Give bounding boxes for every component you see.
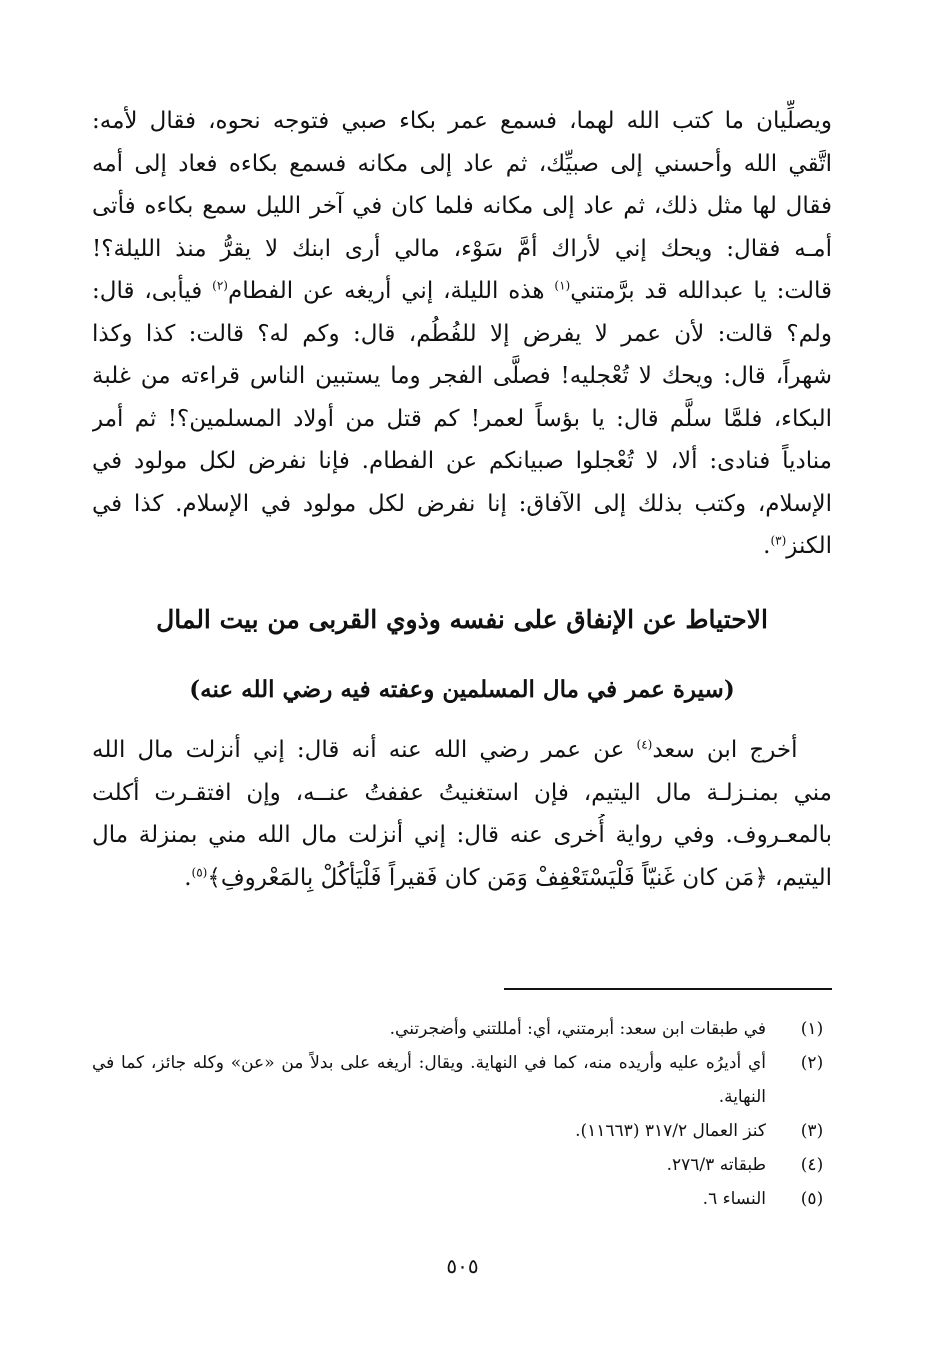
text-line [92, 729, 832, 772]
footnote-number: (٥) [800, 1189, 824, 1209]
footnote-text: النساء ٦. [702, 1189, 766, 1209]
quran-quote: اليتيم، ﴿مَن كان غَنيّاً فَلْيَسْتَعْفِفْ وَمَن كان فَقيراً فَلْيَأكُلْ بِالمَعْروفِ﴾ [207, 864, 832, 891]
footnote-4 [92, 1148, 832, 1182]
footnote-ref-1[interactable]: (١) [554, 278, 571, 293]
footnote-text: في طبقات ابن سعد: أبرمتني، أي: أمللتني وأضجرتني. [389, 1019, 766, 1039]
footnote-number: (٣) [800, 1121, 824, 1141]
text-segment: هذه الليلة، إني أريغه عن الفطام [227, 278, 545, 304]
footnote-1 [92, 1012, 832, 1046]
footnote-number: (١) [800, 1019, 824, 1039]
text-line: البكاء، فلمَّا سلَّم قال: يا بؤساً لعمر! كم قتل من أولاد المسلمين؟! ثم أمر [92, 405, 832, 432]
footnote-ref-5[interactable]: (٥) [191, 864, 208, 879]
text-line: ويصلِّيان ما كتب الله لهما، فسمع عمر بكاء صبي فتوجه نحوه، فقال لأمه: [92, 108, 832, 134]
footnote-divider [504, 988, 832, 990]
text-segment: الكنز [786, 533, 832, 559]
footnotes [92, 1012, 832, 1216]
section-heading: الاحتياط عن الإنفاق على نفسه وذوي القربى من بيت المال [156, 605, 768, 634]
page-number: ٥٠٥ [446, 1254, 479, 1278]
text-line: مني بمنـزلـة مال اليتيم، فإن استغنيتُ عففتُ عنــه، وإن افتقـرت أكلت [92, 779, 832, 806]
text-segment: أخرج ابن سعد [652, 737, 798, 763]
text-line: أمـه فقال: ويحك إني لأراك أمَّ سَوْء، مالي أرى ابنك لا يقرُّ منذ الليلة؟! [92, 235, 832, 262]
footnote-5 [92, 1182, 832, 1216]
footnote-text: طبقاته ٢٧٦/٣. [666, 1155, 766, 1175]
paragraph-2 [92, 729, 832, 899]
footnote-ref-3[interactable]: (٣) [770, 533, 787, 548]
footnote-number: (٢) [800, 1053, 824, 1073]
text-segment: قالت: يا عبدالله قد برَّمتني [570, 278, 832, 304]
text-line: اتَّقي الله وأحسني إلى صبيِّك، ثم عاد إلى مكانه فسمع بكاءه فعاد إلى أمه [92, 150, 832, 177]
text-segment: عن عمر رضي الله عنه أنه قال: إني أنزلت مال الله [92, 737, 625, 763]
text-line: ولم؟ قالت: لأن عمر لا يفرض إلا للفُطُم، قال: وكم له؟ قالت: كذا وكذا [92, 320, 832, 347]
text-line: اليتيم، ﴿مَن كان غَنيّاً فَلْيَسْتَعْفِفْ وَمَن كان فَقيراً فَلْيَأكُلْ بِالمَعْروفِ﴾$^{(٥)}$. [184, 864, 832, 891]
text-segment: فيأبى، قال: [92, 278, 203, 304]
text-line: بالمعـروف. وفي رواية أُخرى عنه قال: إني أنزلت مال الله مني بمنزلة مال [92, 822, 832, 848]
text-line: فقال لها مثل ذلك، ثم عاد إلى مكانه فلما كان في آخر الليل سمع بكاءه فأتى [92, 193, 832, 219]
footnote-text: كنز العمال ٣١٧/٢ (١١٦٦٣). [575, 1121, 766, 1141]
footnote-2 [92, 1046, 832, 1114]
paragraph-1 [92, 100, 832, 568]
text-line: منادياً فنادى: ألا، لا تُعْجلوا صبيانكم عن الفطام. فإنا نفرض لكل مولود في [92, 448, 832, 474]
footnote-ref-2[interactable]: (٢) [212, 278, 228, 293]
text-line: الإسلام، وكتب بذلك إلى الآفاق: إنا نفرض لكل مولود في الإسلام. كذا في [92, 490, 832, 517]
text-line: شهراً، قال: ويحك لا تُعْجليه! فصلَّى الفجر وما يستبين الناس قراءته من غلبة [92, 363, 832, 389]
footnote-ref-4[interactable]: (٤) [636, 737, 653, 752]
text-line [92, 270, 832, 313]
section-subheading: (سيرة عمر في مال المسلمين وعفته فيه رضي الله عنه) [189, 676, 735, 703]
footnote-number: (٤) [800, 1155, 824, 1175]
footnote-text: أي أديرُه عليه وأريده منه، كما في النهاية. ويقال: أريغه على بدلاً من «عن» وكله جائز، كما في النهاية. [92, 1053, 766, 1107]
text-line: الكنز$^{(٣)}$. [763, 533, 832, 559]
footnote-3 [92, 1114, 832, 1148]
